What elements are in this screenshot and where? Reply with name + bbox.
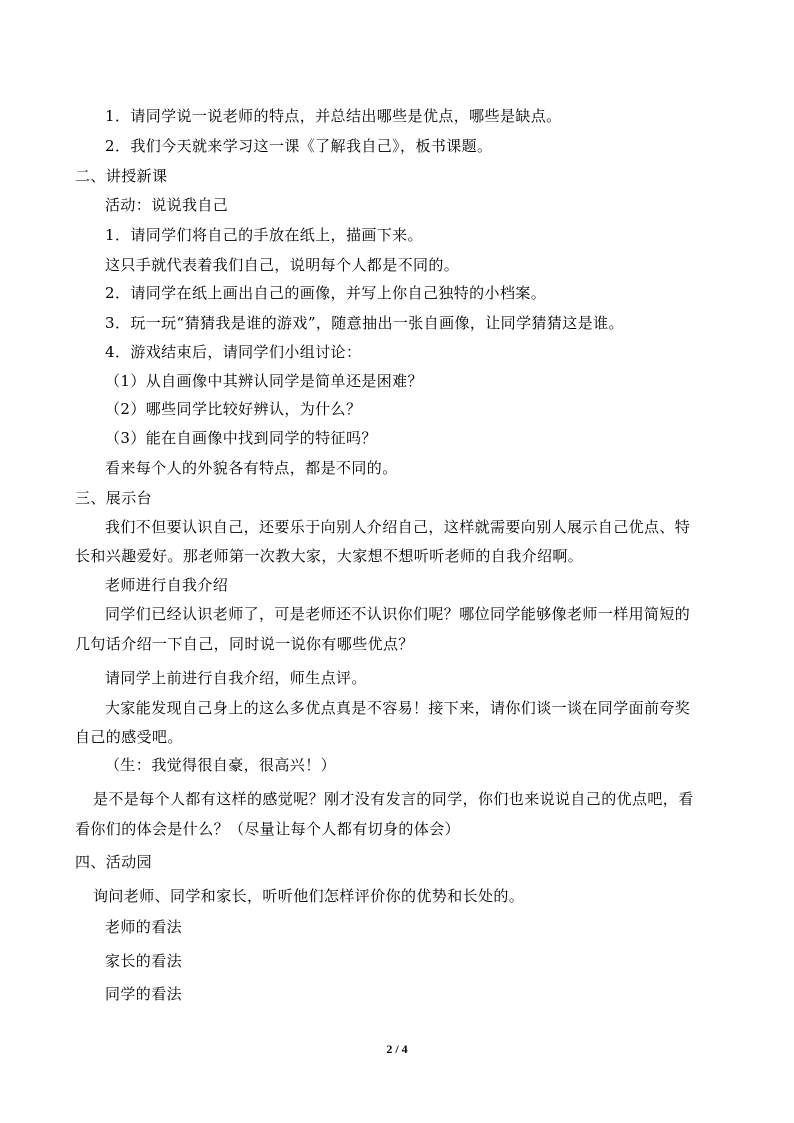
paragraph-line: （3）能在自画像中找到同学的特征吗？: [105, 429, 377, 447]
paragraph-line: 自己的感受吧。: [75, 728, 183, 746]
list-item: 同学的看法: [105, 985, 183, 1003]
list-item: 老师的看法: [105, 918, 183, 936]
paragraph-line: 请同学上前进行自我介绍，师生点评。: [105, 669, 367, 687]
paragraph-line: 1．请同学说一说老师的特点，并总结出哪些是优点，哪些是缺点。: [105, 107, 562, 125]
section-heading: 二、讲授新课: [75, 167, 168, 185]
paragraph-line: 1．请同学们将自己的手放在纸上，描画下来。: [105, 226, 423, 244]
paragraph-line: 看来每个人的外貌各有特点，都是不同的。: [105, 459, 398, 477]
paragraph-line: 2．请同学在纸上画出自己的画像，并写上你自己独特的小档案。: [105, 284, 547, 302]
paragraph-line: 2．我们今天就来学习这一课《了解我自己》，板书课题。: [105, 137, 493, 155]
paragraph-line: （2）哪些同学比较好辨认，为什么？: [105, 400, 362, 418]
paragraph-line: 活动：说说我自己: [105, 196, 229, 214]
paragraph-line: （1）从自画像中其辨认同学是简单还是困难？: [105, 372, 423, 390]
paragraph-line: 3．玩一玩“猜猜我是谁的游戏”，随意抽出一张自画像，让同学猜猜这是谁。: [105, 314, 624, 332]
paragraph-line: 询问老师、同学和家长，听听他们怎样评价你的优势和长处的。: [93, 887, 525, 905]
paragraph-line: 是不是每个人都有这样的感觉呢？刚才没有发言的同学，你们也来说说自己的优点吧，看: [93, 790, 694, 808]
paragraph-line: 4．游戏结束后，请同学们小组讨论：: [105, 343, 362, 361]
paragraph-line: 几句话介绍一下自己，同时说一说你有哪些优点？: [75, 635, 414, 653]
paragraph-line: 老师进行自我介绍: [105, 576, 229, 594]
paragraph-line: 这只手就代表着我们自己，说明每个人都是不同的。: [105, 256, 460, 274]
page-number: 2 / 4: [386, 1042, 408, 1056]
paragraph-line: 同学们已经认识老师了，可是老师还不认识你们呢？哪位同学能够像老师一样用简短的: [105, 605, 691, 623]
paragraph-line: （生：我觉得很自豪，很高兴！）: [105, 756, 337, 774]
paragraph-line: 我们不但要认识自己，还要乐于向别人介绍自己，这样就需要向别人展示自己优点、特: [105, 518, 691, 536]
paragraph-line: 看你们的体会是什么？（尽量让每个人都有切身的体会）: [75, 820, 461, 838]
section-heading: 三、展示台: [75, 489, 153, 507]
paragraph-line: 大家能发现自己身上的这么多优点真是不容易！接下来，请你们谈一谈在同学面前夸奖: [105, 699, 691, 717]
section-heading: 四、活动园: [75, 853, 153, 871]
list-item: 家长的看法: [105, 952, 183, 970]
paragraph-line: 长和兴趣爱好。那老师第一次教大家，大家想不想听听老师的自我介绍啊。: [75, 547, 584, 565]
